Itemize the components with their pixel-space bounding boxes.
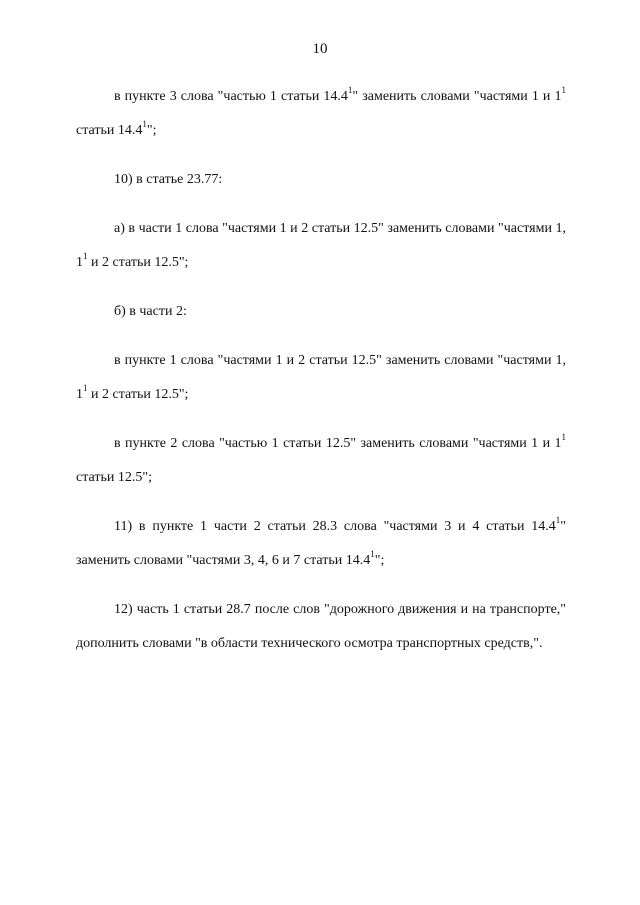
paragraph-p3 — [76, 212, 566, 280]
superscript: 1 — [142, 119, 147, 130]
text-segment: и 2 статьи 12.5"; — [87, 387, 189, 402]
paragraph-p8 — [76, 593, 566, 661]
superscript: 1 — [561, 432, 566, 443]
paragraph-p4 — [76, 295, 566, 329]
document-body — [76, 80, 566, 676]
paragraph-p5 — [76, 344, 566, 412]
superscript: 1 — [370, 549, 375, 560]
paragraph-p1 — [76, 80, 566, 148]
text-segment: "; — [374, 553, 385, 568]
text-segment: статьи 12.5"; — [76, 470, 152, 485]
paragraph-p6 — [76, 427, 566, 495]
paragraph-p2 — [76, 163, 566, 197]
text-segment: 12) часть 1 статьи 28.7 после слов "дорожного движения и на транспорте," дополнить словами "в области технического осмотра транспортных средств,". — [76, 602, 566, 651]
text-segment: в пункте 1 слова "частями 1 и 2 статьи 12.5" заменить словами "частями 1, 1 — [76, 353, 566, 402]
text-segment: в пункте 3 слова "частью 1 статьи 14.4 — [114, 89, 348, 104]
superscript: 1 — [83, 383, 88, 394]
text-segment: " заменить словами "частями 1 и 1 — [352, 89, 562, 104]
page-number: 10 — [312, 41, 328, 57]
text-segment: в пункте 2 слова "частью 1 статьи 12.5" заменить словами "частями 1 и 1 — [114, 436, 562, 451]
paragraph-p7 — [76, 510, 566, 578]
text-segment: а) в части 1 слова "частями 1 и 2 статьи 12.5" заменить словами "частями 1, 1 — [76, 221, 566, 270]
text-segment: б) в части 2: — [114, 304, 187, 319]
text-segment: 10) в статье 23.77: — [114, 172, 223, 187]
text-segment: и 2 статьи 12.5"; — [87, 255, 189, 270]
text-segment: "; — [146, 123, 157, 138]
text-segment: " заменить словами "частями 3, 4, 6 и 7 статьи 14.4 — [76, 519, 566, 568]
superscript: 1 — [347, 85, 353, 96]
superscript: 1 — [561, 85, 566, 96]
superscript: 1 — [83, 251, 88, 262]
superscript: 1 — [555, 515, 561, 526]
text-segment: 11) в пункте 1 части 2 статьи 28.3 слова "частями 3 и 4 статьи 14.4 — [114, 519, 556, 534]
text-segment: статьи 14.4 — [76, 123, 143, 138]
